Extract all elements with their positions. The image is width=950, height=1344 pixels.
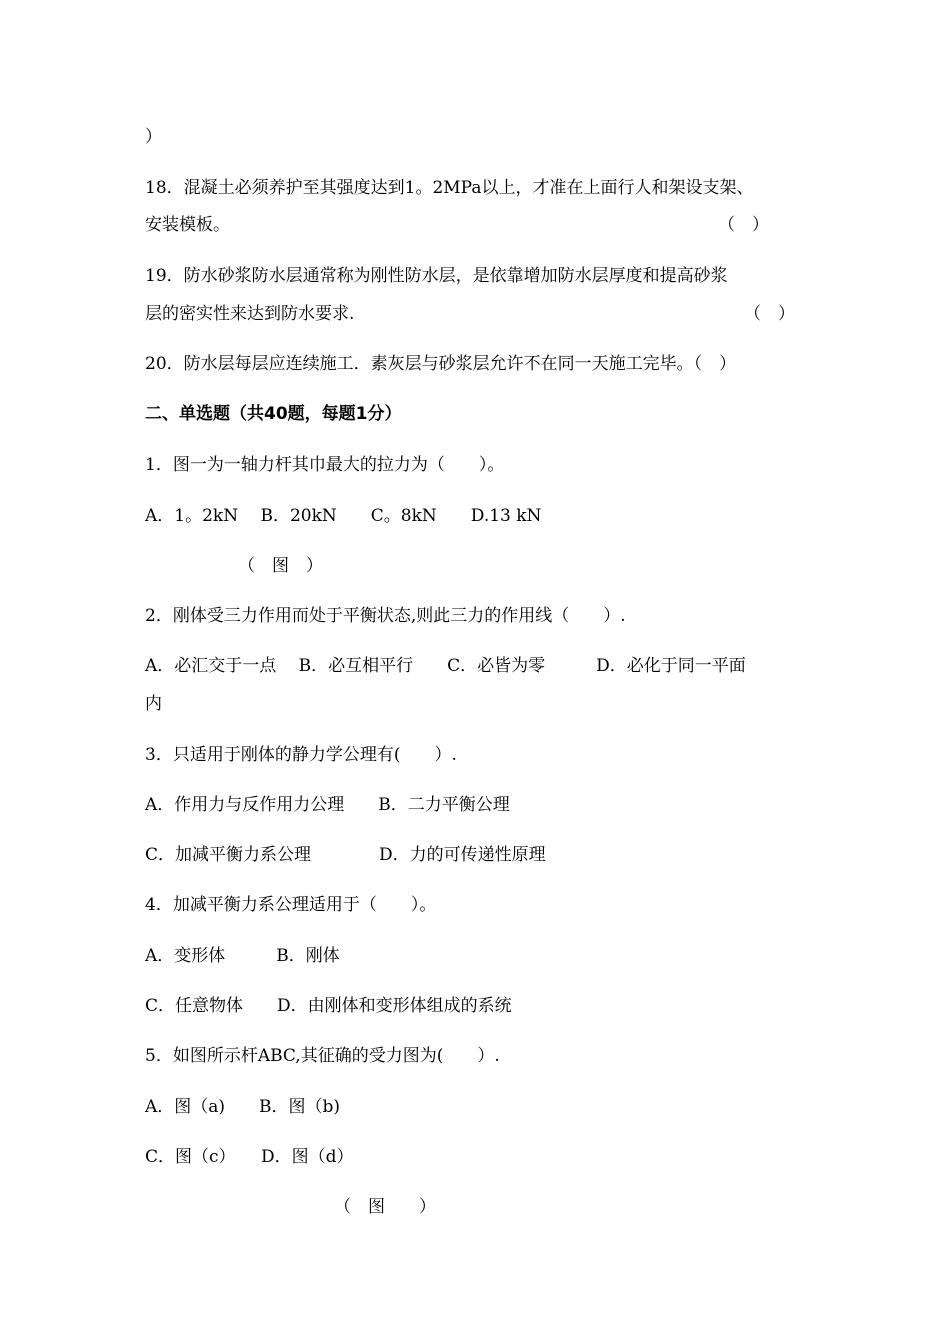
single-choice-1: 1．图一为一轴力杆其巾最大的拉力为（ ）。 <box>145 455 505 475</box>
question-18-line2: 安装模板。 <box>145 215 230 235</box>
figure-placeholder-1: （ 图 ） <box>238 556 323 576</box>
single-choice-5-options-cd: C．图（c） D．图（d） <box>145 1147 354 1167</box>
question-20: 20．防水层每层应连续施工．素灰层与砂浆层允许不在同一天施工完毕。（ ） <box>145 354 737 374</box>
question-19-line1: 19．防水砂浆防水层通常称为刚性防水层，是依靠增加防水层厚度和提高砂浆 <box>145 266 728 286</box>
single-choice-2-options: A．必汇交于一点 B．必互相平行 C．必皆为零 D．必化于同一平面 <box>145 656 746 676</box>
single-choice-2: 2．刚体受三力作用而处于平衡状态,则此三力的作用线（ ）. <box>145 606 626 626</box>
question-19-line2: 层的密实性来达到防水要求. <box>145 304 355 324</box>
section-2-heading: 二、单选题（共40题，每题1分） <box>145 404 402 424</box>
question-19-answer: （ ） <box>744 304 795 324</box>
paren-close: ） <box>145 127 162 147</box>
question-18-answer: （ ） <box>718 215 769 235</box>
single-choice-1-options: A．1。2kN B．20kN C。8kN D.13 kN <box>145 506 542 526</box>
single-choice-4-options-cd: C．任意物体 D．由刚体和变形体组成的系统 <box>145 996 512 1016</box>
single-choice-3: 3．只适用于刚体的静力学公理有( ）. <box>145 745 457 765</box>
single-choice-4: 4．加减平衡力系公理适用于（ ）。 <box>145 895 437 915</box>
single-choice-2-options-wrap: 内 <box>145 694 162 714</box>
figure-placeholder-5: （ 图 ） <box>334 1197 436 1217</box>
single-choice-5: 5．如图所示杆ABC,其征确的受力图为( ）. <box>145 1046 500 1066</box>
single-choice-5-options-ab: A．图（a) B．图（b) <box>145 1097 341 1117</box>
question-18-line1: 18．混凝土必须养护至其强度达到1。2MPa以上，才准在上面行人和架设支架、 <box>145 178 754 198</box>
single-choice-3-options-ab: A．作用力与反作用力公理 B．二力平衡公理 <box>145 795 510 815</box>
single-choice-3-options-cd: C．加减平衡力系公理 D．力的可传递性原理 <box>145 845 546 865</box>
single-choice-4-options-ab: A．变形体 B．刚体 <box>145 946 340 966</box>
